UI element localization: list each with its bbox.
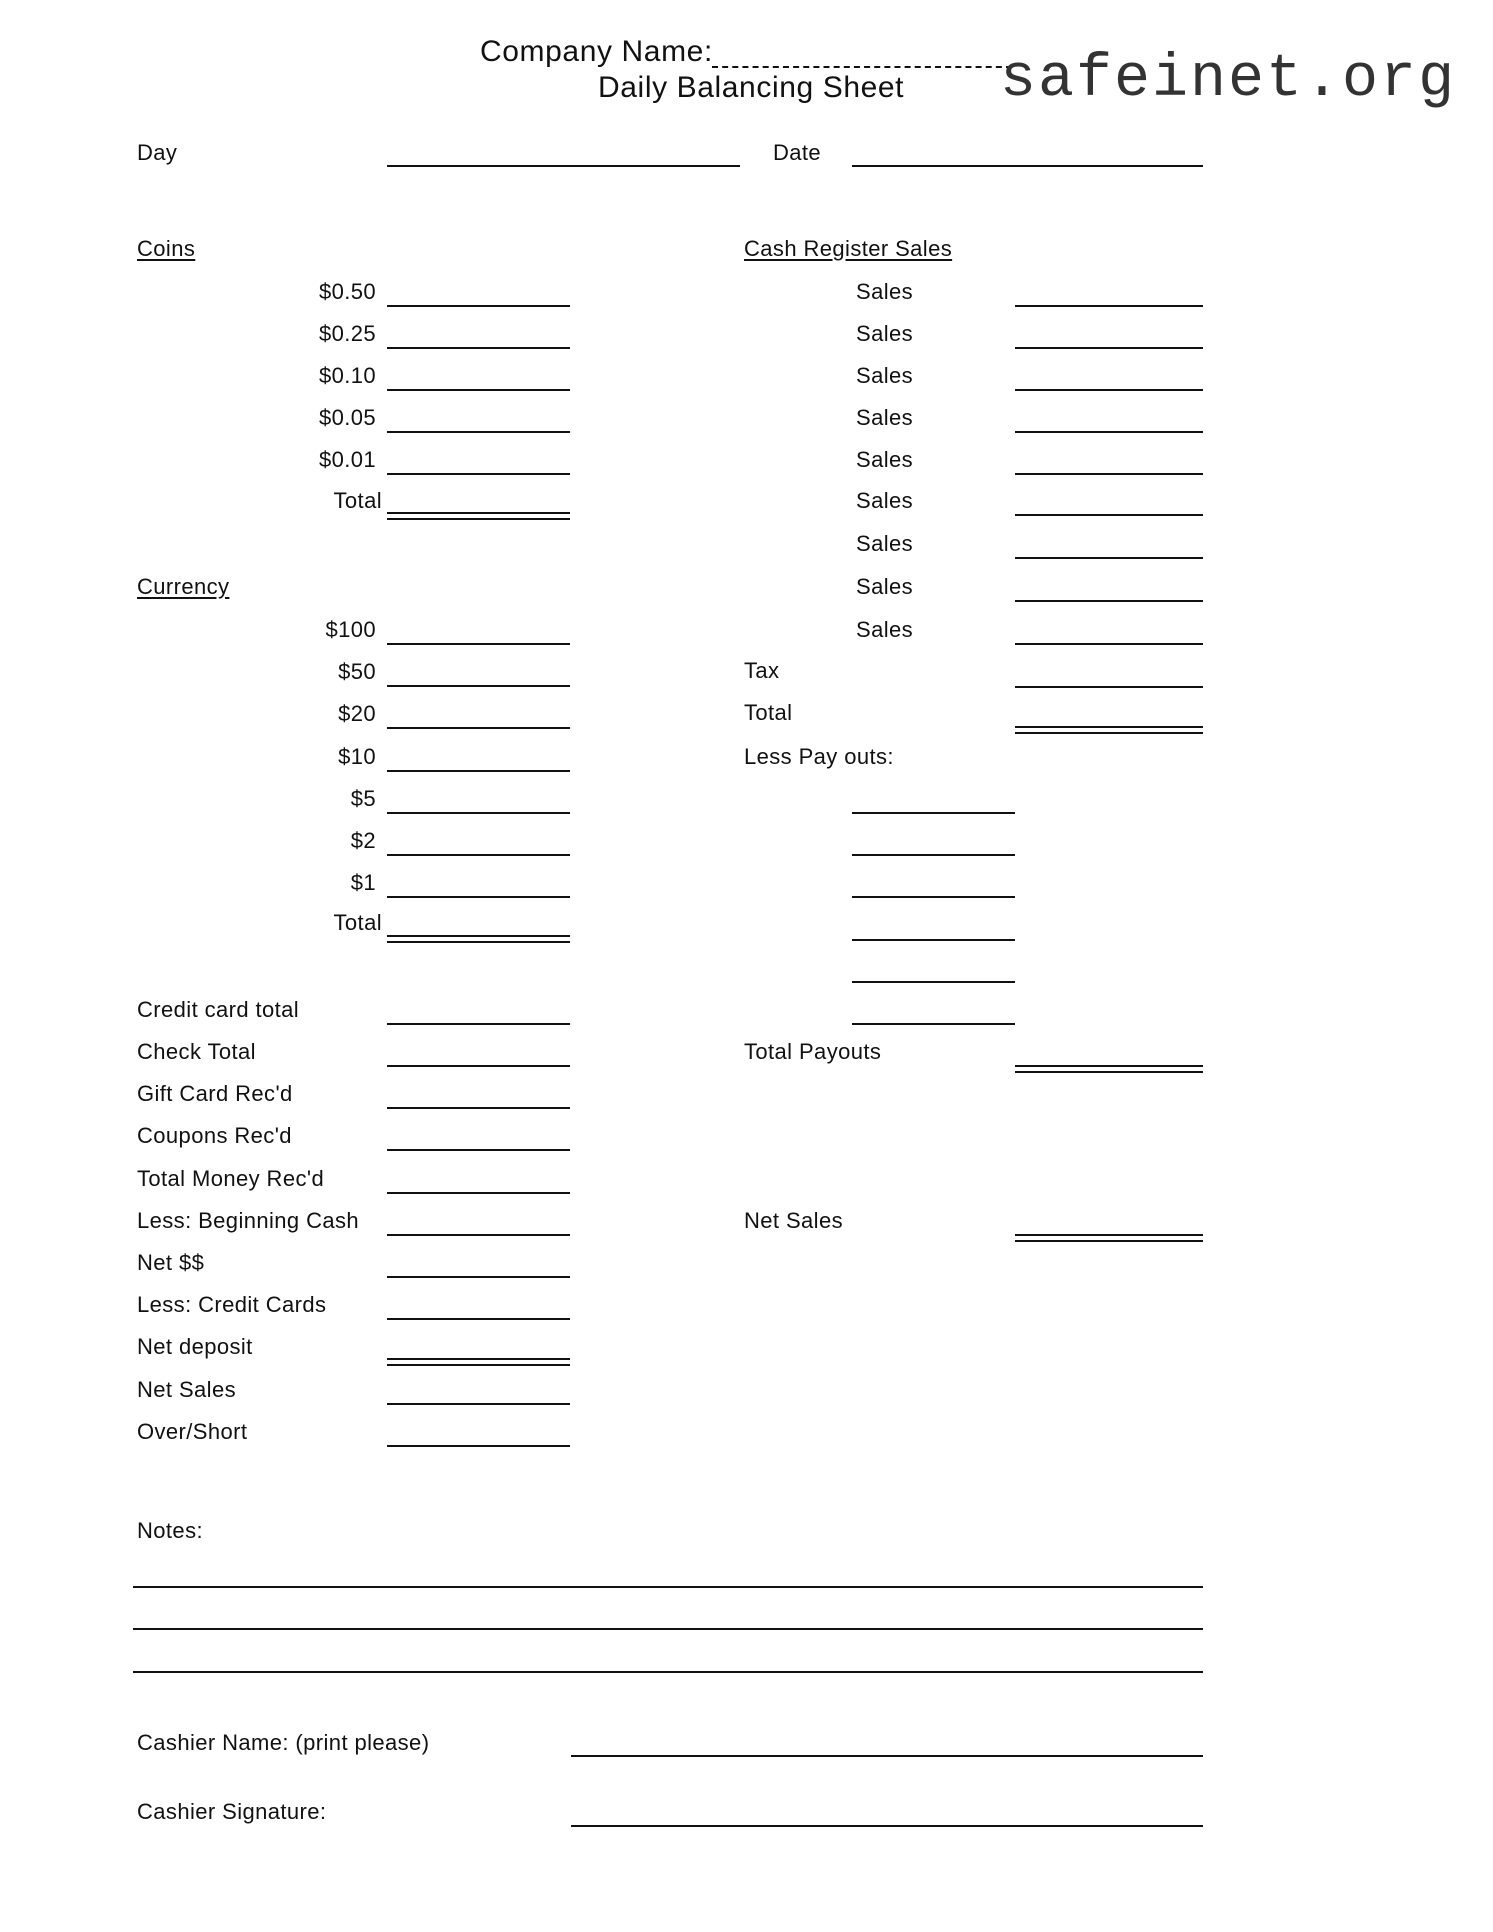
register-total-label: Total	[744, 700, 793, 725]
sales-amount-field[interactable]	[1015, 514, 1203, 516]
register-net-sales-label: Net Sales	[744, 1208, 843, 1233]
sales-amount-field[interactable]	[1015, 431, 1203, 433]
notes-line-1[interactable]	[133, 1586, 1203, 1588]
coin-amount-field[interactable]	[387, 431, 570, 433]
currency-amount-field[interactable]	[387, 854, 570, 856]
payout-field[interactable]	[852, 1023, 1015, 1025]
summary-label: Total Money Rec'd	[137, 1166, 325, 1191]
coins-total-label: Total	[333, 488, 382, 513]
summary-label: Less: Beginning Cash	[137, 1208, 360, 1233]
summary-amount-field[interactable]	[387, 1107, 570, 1109]
summary-amount-field[interactable]	[387, 1149, 570, 1151]
payout-field[interactable]	[852, 939, 1015, 941]
payout-field[interactable]	[852, 812, 1015, 814]
payout-field[interactable]	[852, 854, 1015, 856]
payout-field[interactable]	[852, 896, 1015, 898]
summary-amount-field[interactable]	[387, 1192, 570, 1194]
sales-amount-field[interactable]	[1015, 643, 1203, 645]
sales-amount-field[interactable]	[1015, 473, 1203, 475]
notes-line-2[interactable]	[133, 1628, 1203, 1630]
day-label: Day	[137, 140, 178, 165]
summary-amount-field[interactable]	[387, 1403, 570, 1405]
summary-amount-field[interactable]	[387, 1065, 570, 1067]
summary-label: Gift Card Rec'd	[137, 1081, 293, 1106]
currency-amount-field[interactable]	[387, 727, 570, 729]
total-payouts-label: Total Payouts	[744, 1039, 882, 1064]
coin-denomination-label: $0.05	[318, 405, 376, 430]
sales-label: Sales	[856, 321, 914, 346]
tax-label: Tax	[744, 658, 780, 683]
payout-field[interactable]	[852, 981, 1015, 983]
summary-label: Net $$	[137, 1250, 205, 1275]
sales-label: Sales	[856, 447, 914, 472]
day-field[interactable]	[387, 165, 740, 167]
currency-amount-field[interactable]	[387, 643, 570, 645]
currency-amount-field[interactable]	[387, 812, 570, 814]
cashier-name-field[interactable]	[571, 1755, 1203, 1757]
sales-label: Sales	[856, 617, 914, 642]
summary-label: Coupons Rec'd	[137, 1123, 292, 1148]
summary-amount-field[interactable]	[387, 1023, 570, 1025]
coin-denomination-label: $0.10	[318, 363, 376, 388]
sales-amount-field[interactable]	[1015, 389, 1203, 391]
coin-denomination-label: $0.50	[318, 279, 376, 304]
sales-amount-field[interactable]	[1015, 305, 1203, 307]
summary-amount-field[interactable]	[387, 1445, 570, 1447]
date-field[interactable]	[852, 165, 1203, 167]
company-name-field[interactable]	[712, 66, 1012, 68]
summary-label: Net deposit	[137, 1334, 253, 1359]
currency-denomination-label: $50	[338, 659, 376, 684]
currency-denomination-label: $1	[350, 870, 376, 895]
payouts-label: Less Pay outs:	[744, 744, 894, 769]
tax-field[interactable]	[1015, 686, 1203, 688]
cashier-signature-label: Cashier Signature:	[137, 1799, 327, 1824]
currency-heading: Currency	[137, 574, 230, 599]
sales-label: Sales	[856, 488, 914, 513]
summary-label: Check Total	[137, 1039, 256, 1064]
net-deposit-field[interactable]	[387, 1358, 570, 1366]
currency-amount-field[interactable]	[387, 896, 570, 898]
watermark: safeinet.org	[1000, 46, 1457, 114]
sales-label: Sales	[856, 405, 914, 430]
summary-amount-field[interactable]	[387, 1318, 570, 1320]
summary-label: Less: Credit Cards	[137, 1292, 327, 1317]
summary-amount-field[interactable]	[387, 1234, 570, 1236]
currency-total-field[interactable]	[387, 935, 570, 943]
sales-amount-field[interactable]	[1015, 557, 1203, 559]
coin-denomination-label: $0.25	[318, 321, 376, 346]
currency-denomination-label: $10	[338, 744, 376, 769]
summary-label: Credit card total	[137, 997, 300, 1022]
cashier-name-label: Cashier Name: (print please)	[137, 1730, 430, 1755]
sales-amount-field[interactable]	[1015, 600, 1203, 602]
notes-line-3[interactable]	[133, 1671, 1203, 1673]
coin-amount-field[interactable]	[387, 347, 570, 349]
total-payouts-field[interactable]	[1015, 1065, 1203, 1073]
sales-amount-field[interactable]	[1015, 347, 1203, 349]
date-label: Date	[773, 140, 822, 165]
company-name-label: Company Name:	[480, 35, 713, 68]
coin-denomination-label: $0.01	[318, 447, 376, 472]
currency-amount-field[interactable]	[387, 685, 570, 687]
register-total-field[interactable]	[1015, 726, 1203, 734]
currency-denomination-label: $100	[325, 617, 376, 642]
coin-amount-field[interactable]	[387, 305, 570, 307]
coin-amount-field[interactable]	[387, 473, 570, 475]
coins-heading: Coins	[137, 236, 196, 261]
sales-label: Sales	[856, 531, 914, 556]
currency-total-label: Total	[333, 910, 382, 935]
coins-total-field[interactable]	[387, 512, 570, 520]
currency-denomination-label: $20	[338, 701, 376, 726]
sales-label: Sales	[856, 279, 914, 304]
summary-label: Net Sales	[137, 1377, 236, 1402]
cashier-signature-field[interactable]	[571, 1825, 1203, 1827]
currency-amount-field[interactable]	[387, 770, 570, 772]
summary-amount-field[interactable]	[387, 1276, 570, 1278]
sales-label: Sales	[856, 363, 914, 388]
register-heading: Cash Register Sales	[744, 236, 953, 261]
currency-denomination-label: $2	[350, 828, 376, 853]
summary-label: Over/Short	[137, 1419, 248, 1444]
sheet-title: Daily Balancing Sheet	[598, 71, 905, 104]
currency-denomination-label: $5	[350, 786, 376, 811]
sales-label: Sales	[856, 574, 914, 599]
coin-amount-field[interactable]	[387, 389, 570, 391]
notes-label: Notes:	[137, 1518, 203, 1543]
register-net-sales-field[interactable]	[1015, 1234, 1203, 1242]
